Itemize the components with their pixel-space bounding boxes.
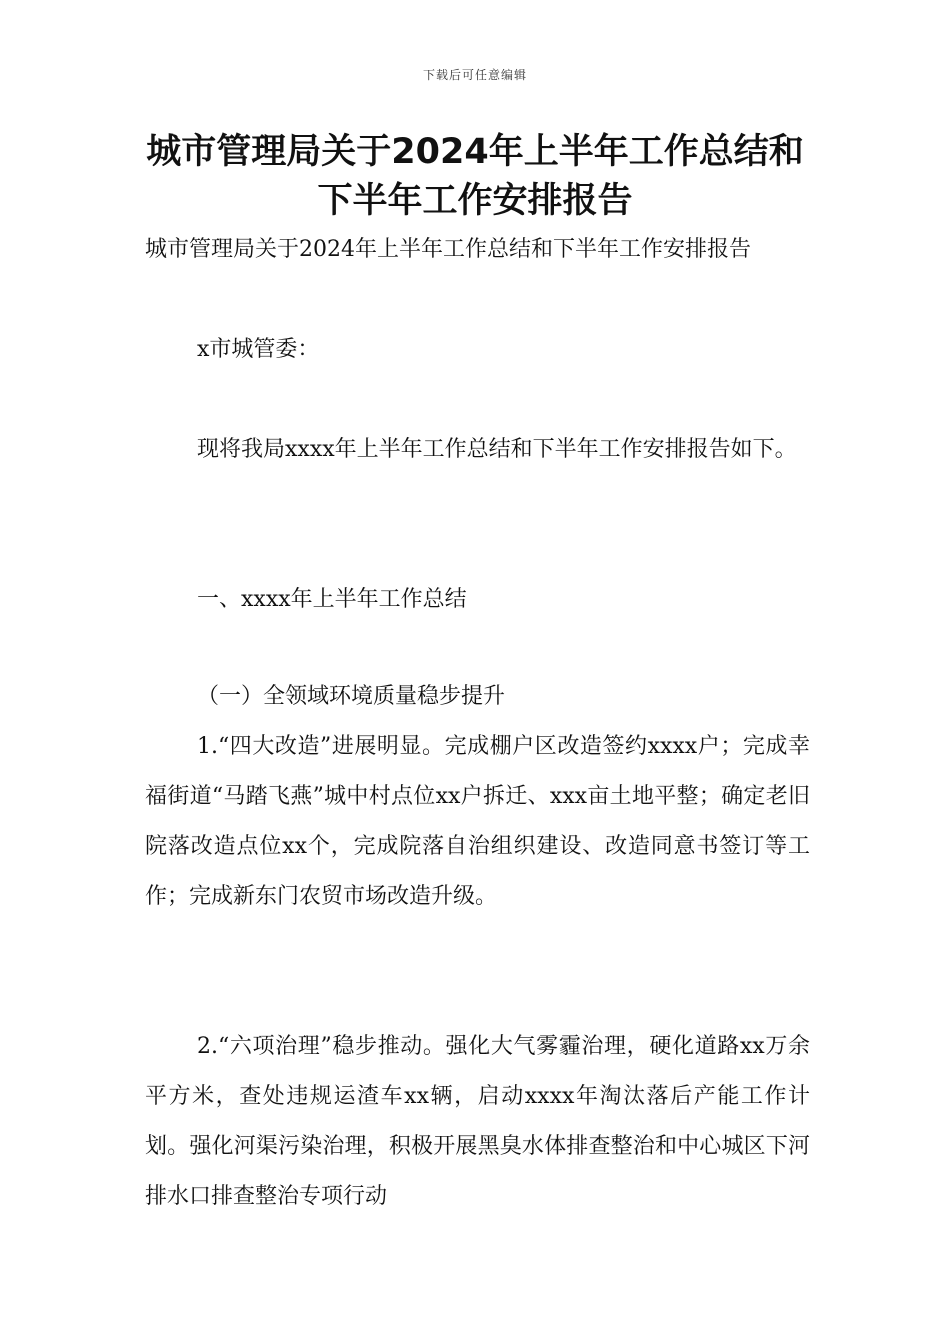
paragraph-subtitle: 城市管理局关于2024年上半年工作总结和下半年工作安排报告 bbox=[145, 237, 751, 262]
subsection-heading-1: （一）全领域环境质量稳步提升 bbox=[197, 684, 506, 709]
paragraph-intro: 现将我局xxxx年上半年工作总结和下半年工作安排报告如下。 bbox=[197, 437, 797, 462]
paragraph-item-1: 1.“四大改造”进展明显。完成棚户区改造签约xxxx户；完成幸福街道“马踏飞燕”城中村点位xx户拆迁、xxx亩土地平整；确定老旧院落改造点位xx个，完成院落自治组织建设、改造同意书签订等工作；完成新东门农贸市场改造升级。 bbox=[145, 734, 810, 909]
header-note: 下载后可任意编辑 bbox=[422, 68, 527, 82]
document-title bbox=[100, 128, 850, 226]
document-title-line-2: 下半年工作安排报告 bbox=[317, 181, 633, 221]
section-heading-1: 一、xxxx年上半年工作总结 bbox=[197, 587, 467, 612]
document-title-line-1: 城市管理局关于2024年上半年工作总结和 bbox=[146, 132, 804, 172]
paragraph-addressee: x市城管委： bbox=[197, 337, 320, 362]
paragraph-item-2: 2.“六项治理”稳步推动。强化大气雾霾治理，硬化道路xx万余平方米，查处违规运渣车xx辆，启动xxxx年淘汰落后产能工作计划。强化河渠污染治理，积极开展黑臭水体排查整治和中心城区下河排水口排查整治专项行动 bbox=[145, 1034, 810, 1209]
